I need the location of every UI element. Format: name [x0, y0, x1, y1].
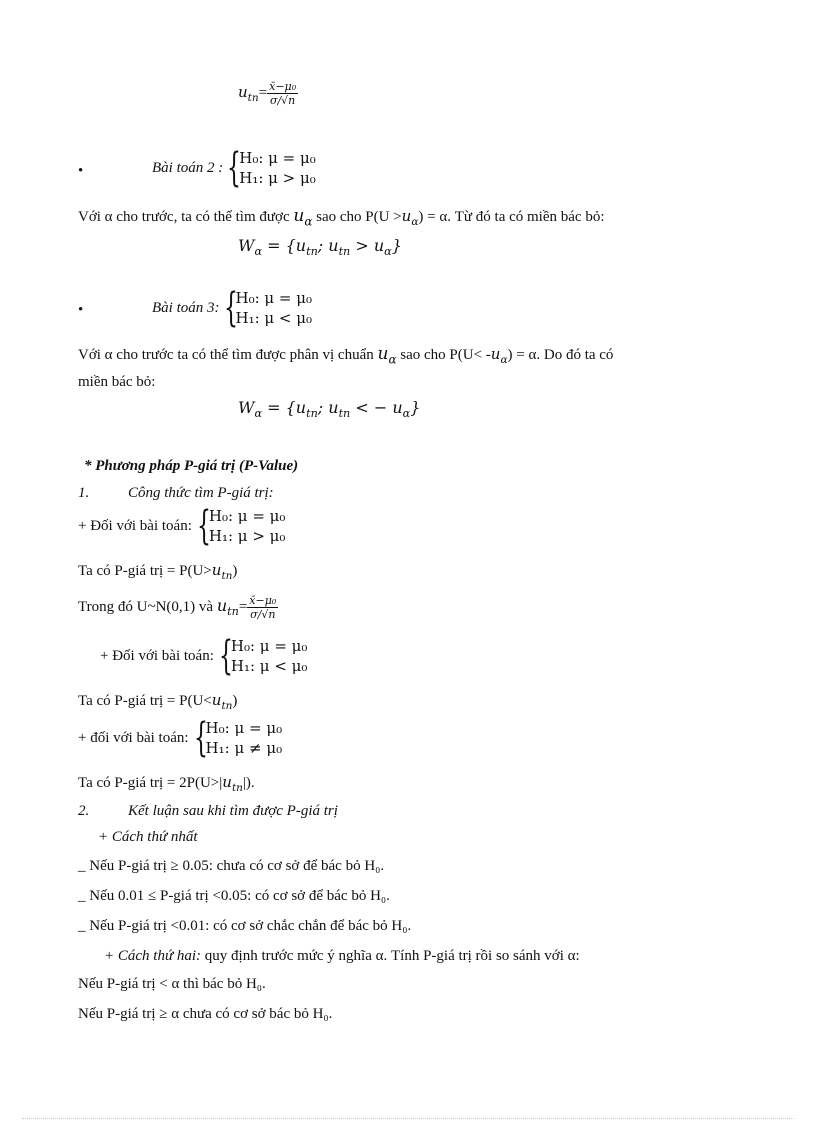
left-brace-icon: {	[223, 285, 238, 331]
left-brace-icon: {	[193, 715, 208, 761]
h0: H₀: μ = μ₀	[235, 289, 313, 307]
way-1: + Cách thứ nhất	[98, 829, 198, 845]
equals-sign: =	[258, 85, 268, 102]
problem-3-text: Với α cho trước ta có thể tìm được phân vị chuẩn $u_\alpha$ sao cho $P(U< -u_\alpha) = \alpha$. Do đó ta có	[78, 344, 614, 367]
pvalue-heading: * Phương pháp P-giá trị (P-Value)	[84, 458, 299, 474]
item-1: 1. Công thức tìm P-giá trị:	[78, 485, 274, 501]
page-bottom-divider	[22, 1118, 794, 1119]
h0: H₀: μ = μ₀	[239, 149, 316, 167]
rule-4: Nếu P-giá trị < α thì bác bỏ H₀.	[78, 976, 266, 992]
left-brace-icon: {	[218, 633, 233, 679]
case-2-result: Ta có P-giá trị = $P(U<u_{tn})$	[78, 691, 238, 712]
rule-5: Nếu P-giá trị ≥ α chưa có cơ sở bác bỏ H₀.	[78, 1006, 333, 1022]
rule-2: _ Nếu 0.01 ≤ P-giá trị <0.05: có cơ sở để bác bỏ H₀.	[78, 888, 390, 904]
rejection-region-3: $W_\alpha = \{u_{tn}$; $u_{tn}$ < − $u_\alpha$}	[238, 398, 421, 421]
hypothesis-system	[236, 288, 313, 328]
problem-3-text-2: miền bác bỏ:	[78, 374, 156, 390]
case-3-result: Ta có P-giá trị = $2P(U>|u_{tn}|)$.	[78, 773, 255, 794]
formula-utn	[238, 80, 298, 107]
utn-fraction: $\frac{\text{x̄−μ₀}}{\sigma/√n}$	[269, 80, 297, 107]
problem-2-text: Với α cho trước, ta có thể tìm được $u_\alpha$ sao cho $P(U >u_\alpha) = \alpha$. Từ đó ta có miền bác bỏ:	[78, 206, 605, 229]
case-1-result: Ta có P-giá trị = $P(U>u_{tn})$	[78, 561, 238, 582]
problem-2	[152, 145, 316, 191]
h1: H₁: μ < μ₀	[235, 309, 313, 327]
problem-3-label: Bài toán 3:	[152, 300, 220, 316]
problem-2-label: Bài toán 2 :	[152, 160, 224, 176]
case-2: + Đối với bài toán: { H₀: μ = μ₀ H₁: μ < μ₀	[100, 633, 308, 679]
left-brace-icon: {	[227, 145, 242, 191]
hypothesis-system	[239, 148, 316, 188]
h1: H₁: μ > μ₀	[239, 169, 316, 187]
bullet-icon: •	[78, 163, 84, 179]
case-3: + đối với bài toán: { H₀: μ = μ₀ H₁: μ ≠ μ₀	[78, 715, 283, 761]
case-1: + Đối với bài toán: { H₀: μ = μ₀ H₁: μ > μ₀	[78, 503, 286, 549]
rule-3: _ Nếu P-giá trị <0.01: có cơ sở chắc chắn để bác bỏ H₀.	[78, 918, 412, 934]
item-2: 2. Kết luận sau khi tìm được P-giá trị	[78, 803, 338, 819]
where-line: Trong đó U~N(0,1) và $u_{tn}=$ $\frac{\text{x̄−μ₀}}{\sigma/√n}$	[78, 594, 277, 621]
utn-symbol: $u_{tn}$	[238, 83, 259, 105]
left-brace-icon: {	[196, 503, 211, 549]
way-2: + Cách thứ hai: quy định trước mức ý nghĩa α. Tính P-giá trị rồi so sánh với α:	[104, 948, 580, 964]
bullet-icon: •	[78, 302, 84, 318]
rejection-region-2: $W_\alpha = \{u_{tn}$; $u_{tn} > u_\alpha$}	[238, 236, 402, 259]
problem-3	[152, 285, 313, 331]
rule-1: _ Nếu P-giá trị ≥ 0.05: chưa có cơ sở để bác bỏ H₀.	[78, 858, 385, 874]
